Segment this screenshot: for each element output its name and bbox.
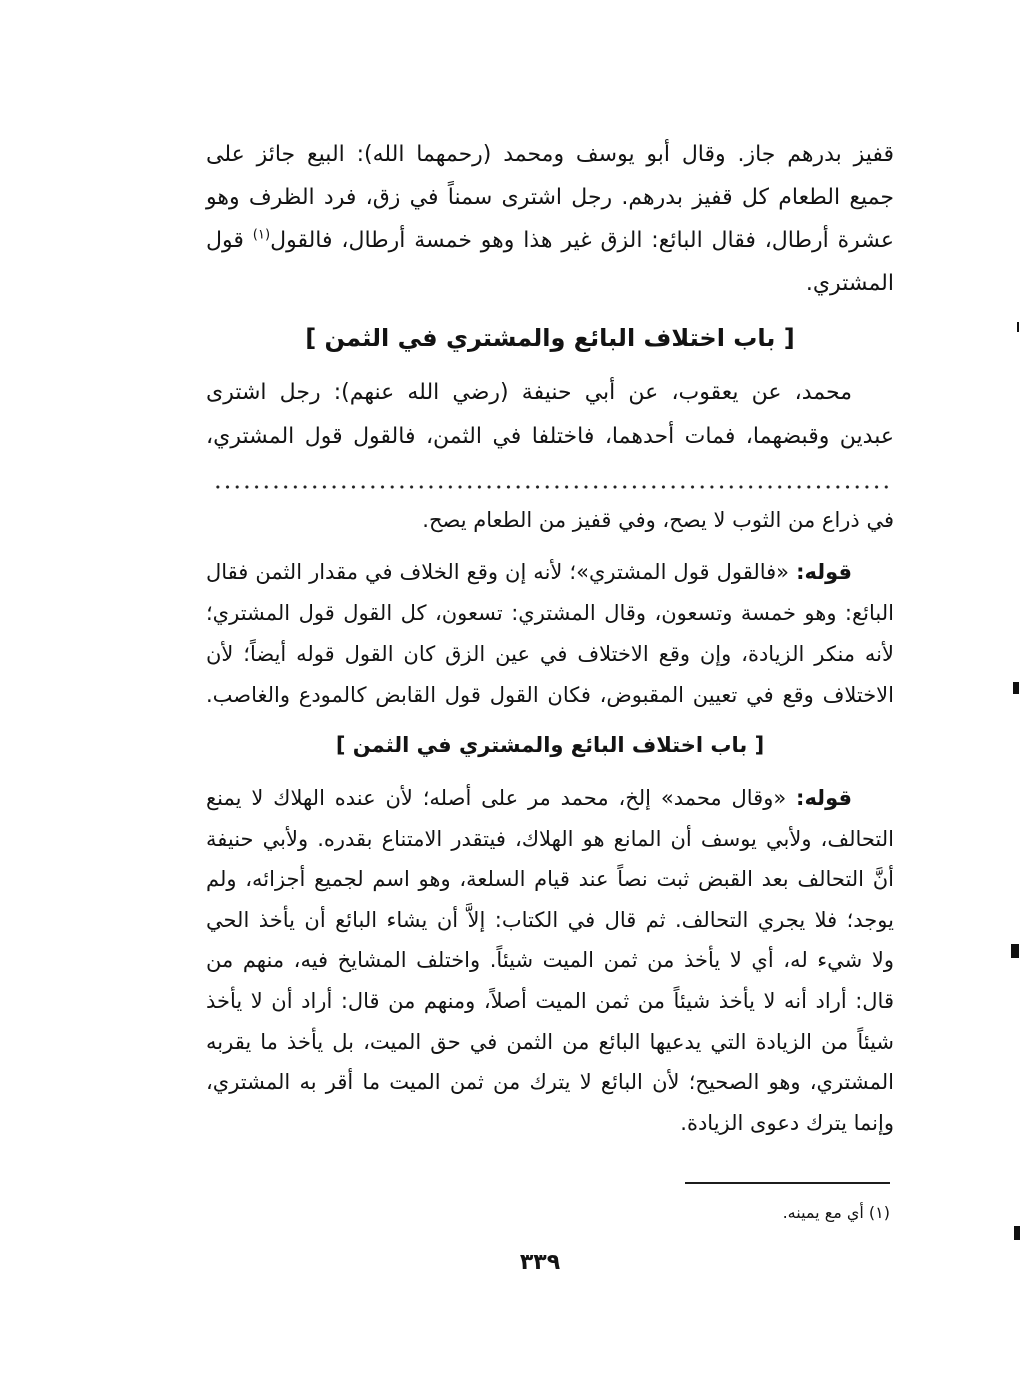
commentary-line-text: «فالقول قول المشتري»؛ لأنه إن وقع الخلاف في مقدار الثمن فقال (206, 560, 790, 584)
matn-line: قفيز بدرهم جاز. وقال أبو يوسف ومحمد (رحمهما الله): البيع جائز على (206, 142, 894, 167)
commentary-line: لأنه منكر الزيادة، وإن وقع الاختلاف في عين الزق كان القول قوله أيضاً؛ لأن (206, 642, 894, 666)
matn-upper-block (206, 133, 894, 305)
commentary-line-text: «وقال محمد» إلخ، محمد مر على أصله؛ لأن عنده الهلاك لا يمنع (206, 786, 787, 810)
commentary-gloss-2 (206, 778, 894, 1143)
scan-artifact (1014, 1226, 1020, 1240)
commentary-gloss-1 (206, 552, 894, 716)
commentary-continuation (206, 500, 894, 540)
footnote-rule (685, 1182, 890, 1184)
scan-artifact (1011, 944, 1019, 958)
commentary-line: قال: أراد أنه لا يأخذ شيئاً من ثمن الميت أصلاً، ومنهم من قال: أراد أن لا يأخذ (206, 988, 894, 1013)
scan-artifact (1013, 682, 1019, 694)
footnote: (١) أي مع يمينه. (782, 1203, 890, 1222)
scan-artifact (1017, 322, 1019, 332)
commentary-line (206, 552, 894, 593)
commentary-line: وإنما يترك دعوى الزيادة. (680, 1110, 894, 1135)
commentary-line: البائع: وهو خمسة وتسعون، وقال المشتري: تسعون، كل القول قول المشتري؛ (206, 601, 894, 625)
chapter-heading: [ باب اختلاف البائع والمشتري في الثمن ] (305, 324, 795, 352)
gloss-lead-word: قوله: (796, 560, 852, 584)
page-number: ٣٣٩ (519, 1250, 561, 1275)
matn-line-text: قول (206, 228, 244, 253)
commentary-line: في ذراع من الثوب لا يصح، وفي قفيز من الطعام يصح. (422, 508, 894, 532)
commentary-line: أنَّ التحالف بعد القبض ثبت نصاً عند قيام السلعة، وهو اسم لجميع أجزائه، ولم (206, 867, 894, 892)
matn-line: المشتري. (805, 271, 894, 296)
commentary-line: ولا شيء له، أي لا يأخذ من ثمن الميت شيئاً. واختلف المشايخ فيه، منهم من (206, 948, 894, 973)
commentary-line: شيئاً من الزيادة التي يدعيها البائع من الثمن في حق الميت، بل يأخذ ما يقربه (206, 1029, 894, 1054)
matn-line (206, 219, 894, 262)
matn-line: محمد، عن يعقوب، عن أبي حنيفة (رضي الله عنهم): رجل اشترى (206, 380, 852, 405)
matn-line: عبدين وقبضهما، فمات أحدهما، فاختلفا في الثمن، فالقول قول المشتري، (206, 424, 894, 449)
commentary-line: يوجد؛ فلا يجري التحالف. ثم قال في الكتاب: إلاَّ أن يشاء البائع أن يأخذ الحي (206, 907, 894, 932)
commentary-line: الاختلاف وقع في تعيين المقبوض، فكان القول قول القابض كالمودع والغاصب. (206, 683, 894, 707)
matn-line-text: عشرة أرطال، فقال البائع: الزق غير هذا وهو خمسة أرطال، فالقول (270, 228, 894, 253)
commentary-line (206, 778, 894, 819)
matn-lower-block (206, 371, 894, 459)
commentary-line: التحالف، ولأبي يوسف أن المانع هو الهلاك، فيتقدر الامتناع بقدره. ولأبي حنيفة (206, 826, 894, 851)
matn-commentary-separator (213, 485, 893, 489)
commentary-line: المشتري، وهو الصحيح؛ لأن البائع لا يترك من ثمن الميت ما أقر به المشتري، (206, 1070, 894, 1095)
gloss-lead-word: قوله: (796, 786, 852, 810)
footnote-reference-marker: (١) (252, 227, 271, 243)
commentary-chapter-heading: [ باب اختلاف البائع والمشتري في الثمن ] (335, 733, 765, 757)
matn-line: جميع الطعام كل قفيز بدرهم. رجل اشترى سمناً في زق، فرد الظرف وهو (206, 185, 894, 210)
